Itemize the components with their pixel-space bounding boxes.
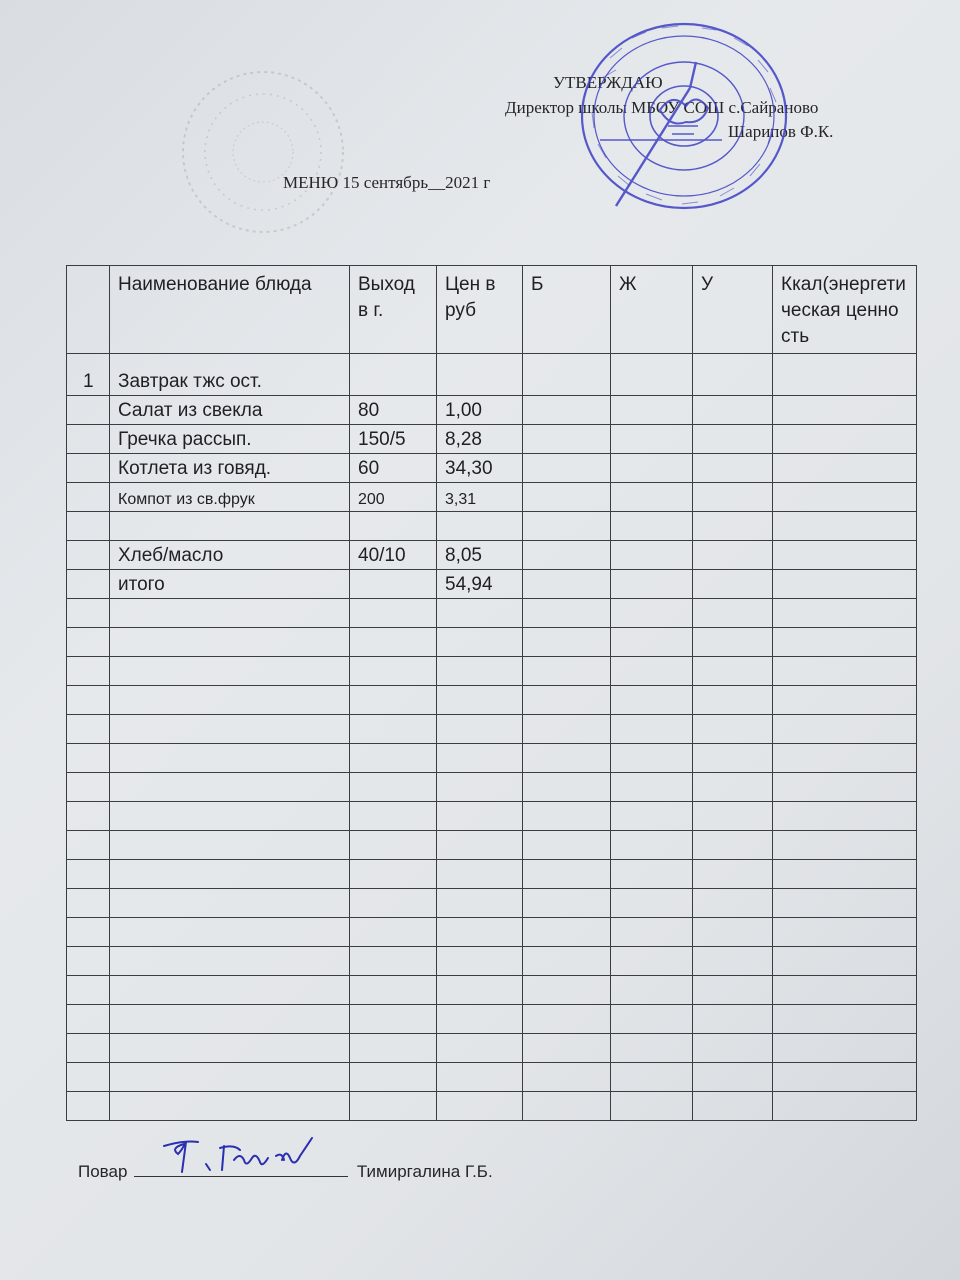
kcal-cell (773, 396, 917, 425)
empty-cell (693, 947, 773, 976)
empty-cell (693, 1092, 773, 1121)
header-number (67, 266, 110, 354)
empty-cell (110, 918, 350, 947)
empty-cell (773, 947, 917, 976)
menu-table-body (67, 354, 917, 1121)
protein-cell (523, 396, 611, 425)
header-yield: Выход в г. (350, 266, 437, 354)
empty-cell (67, 889, 110, 918)
dish-name-cell: Хлеб/масло (110, 541, 350, 570)
carbs-cell (693, 512, 773, 541)
empty-cell (773, 918, 917, 947)
empty-table-row (67, 1063, 917, 1092)
school-seal-stamp (572, 18, 792, 218)
empty-table-row (67, 860, 917, 889)
empty-cell (693, 744, 773, 773)
empty-cell (350, 1092, 437, 1121)
empty-cell (110, 628, 350, 657)
empty-cell (693, 686, 773, 715)
header-protein: Б (523, 266, 611, 354)
empty-cell (611, 947, 693, 976)
yield-cell (350, 512, 437, 541)
price-cell (437, 512, 523, 541)
empty-cell (350, 860, 437, 889)
empty-cell (773, 831, 917, 860)
header-price: Цен в руб (437, 266, 523, 354)
empty-cell (523, 976, 611, 1005)
empty-cell (67, 947, 110, 976)
empty-table-row (67, 1092, 917, 1121)
empty-cell (437, 773, 523, 802)
empty-cell (773, 1034, 917, 1063)
empty-cell (693, 918, 773, 947)
empty-table-row (67, 744, 917, 773)
yield-cell: 40/10 (350, 541, 437, 570)
protein-cell (523, 425, 611, 454)
price-cell: 8,05 (437, 541, 523, 570)
empty-cell (693, 657, 773, 686)
signature-field (134, 1160, 348, 1177)
empty-cell (693, 802, 773, 831)
empty-table-row (67, 628, 917, 657)
empty-cell (611, 628, 693, 657)
carbs-cell (693, 354, 773, 396)
empty-cell (611, 1034, 693, 1063)
empty-cell (611, 686, 693, 715)
empty-cell (523, 1034, 611, 1063)
empty-cell (773, 889, 917, 918)
empty-table-row (67, 1005, 917, 1034)
fat-cell (611, 541, 693, 570)
kcal-cell (773, 354, 917, 396)
empty-cell (773, 744, 917, 773)
approval-director-line: Директор школы МБОУ СОШ с.Сайраново (505, 98, 819, 117)
empty-cell (350, 686, 437, 715)
empty-table-row (67, 657, 917, 686)
kcal-cell (773, 454, 917, 483)
row-number-cell (67, 396, 110, 425)
approval-director-name: Шарипов Ф.К. (728, 122, 834, 141)
empty-cell (523, 831, 611, 860)
empty-cell (611, 889, 693, 918)
protein-cell (523, 512, 611, 541)
protein-cell (523, 354, 611, 396)
empty-cell (611, 599, 693, 628)
table-header-row (67, 266, 917, 354)
price-cell: 1,00 (437, 396, 523, 425)
empty-cell (611, 1005, 693, 1034)
empty-table-row (67, 686, 917, 715)
table-row (67, 354, 917, 396)
cook-name: Тимиргалина Г.Б. (356, 1162, 493, 1181)
row-number-cell (67, 570, 110, 599)
empty-cell (67, 657, 110, 686)
empty-cell (523, 657, 611, 686)
empty-table-row (67, 1034, 917, 1063)
approval-heading: УТВЕРЖДАЮ (553, 73, 663, 92)
empty-cell (611, 1092, 693, 1121)
empty-cell (693, 976, 773, 1005)
empty-cell (67, 715, 110, 744)
dish-name-cell: Салат из свекла (110, 396, 350, 425)
empty-cell (523, 860, 611, 889)
empty-cell (67, 1063, 110, 1092)
yield-cell: 200 (350, 483, 437, 512)
empty-cell (437, 860, 523, 889)
empty-table-row (67, 773, 917, 802)
empty-cell (773, 1092, 917, 1121)
empty-cell (693, 1063, 773, 1092)
empty-cell (437, 831, 523, 860)
empty-cell (523, 744, 611, 773)
dish-name-cell (110, 512, 350, 541)
carbs-cell (693, 570, 773, 599)
empty-cell (110, 1005, 350, 1034)
empty-cell (437, 657, 523, 686)
table-row (67, 512, 917, 541)
empty-cell (611, 1063, 693, 1092)
empty-cell (67, 599, 110, 628)
fat-cell (611, 425, 693, 454)
empty-cell (67, 918, 110, 947)
empty-cell (523, 1005, 611, 1034)
empty-cell (110, 686, 350, 715)
empty-cell (611, 860, 693, 889)
empty-cell (110, 1092, 350, 1121)
empty-cell (67, 686, 110, 715)
empty-cell (67, 860, 110, 889)
price-cell: 34,30 (437, 454, 523, 483)
kcal-cell (773, 512, 917, 541)
empty-cell (611, 773, 693, 802)
menu-table (66, 265, 917, 1121)
empty-cell (350, 715, 437, 744)
empty-cell (773, 686, 917, 715)
empty-table-row (67, 831, 917, 860)
empty-cell (437, 889, 523, 918)
empty-cell (110, 599, 350, 628)
protein-cell (523, 570, 611, 599)
footer-signature-line (78, 1160, 493, 1182)
empty-cell (110, 773, 350, 802)
fat-cell (611, 396, 693, 425)
empty-cell (773, 773, 917, 802)
empty-cell (693, 831, 773, 860)
header-carbs: У (693, 266, 773, 354)
yield-cell: 80 (350, 396, 437, 425)
empty-table-row (67, 947, 917, 976)
empty-cell (110, 976, 350, 1005)
empty-cell (773, 657, 917, 686)
empty-cell (437, 918, 523, 947)
empty-cell (350, 918, 437, 947)
empty-cell (773, 599, 917, 628)
carbs-cell (693, 454, 773, 483)
empty-cell (693, 773, 773, 802)
empty-cell (693, 1005, 773, 1034)
empty-table-row (67, 889, 917, 918)
empty-cell (110, 657, 350, 686)
fat-cell (611, 483, 693, 512)
empty-cell (110, 860, 350, 889)
faded-stamp-mark (168, 62, 358, 242)
yield-cell (350, 570, 437, 599)
empty-cell (350, 802, 437, 831)
empty-cell (773, 1005, 917, 1034)
kcal-cell (773, 483, 917, 512)
empty-cell (611, 918, 693, 947)
empty-cell (523, 628, 611, 657)
empty-cell (110, 1034, 350, 1063)
row-number-cell (67, 541, 110, 570)
carbs-cell (693, 396, 773, 425)
fat-cell (611, 512, 693, 541)
empty-cell (350, 1034, 437, 1063)
table-row (67, 541, 917, 570)
yield-cell (350, 354, 437, 396)
empty-cell (773, 802, 917, 831)
empty-cell (437, 976, 523, 1005)
header-fat: Ж (611, 266, 693, 354)
empty-cell (693, 599, 773, 628)
empty-cell (773, 628, 917, 657)
empty-cell (693, 715, 773, 744)
yield-cell: 150/5 (350, 425, 437, 454)
fat-cell (611, 570, 693, 599)
row-number-cell (67, 483, 110, 512)
table-row (67, 425, 917, 454)
empty-cell (110, 947, 350, 976)
empty-cell (67, 1005, 110, 1034)
empty-cell (437, 686, 523, 715)
empty-table-row (67, 715, 917, 744)
protein-cell (523, 483, 611, 512)
kcal-cell (773, 425, 917, 454)
empty-cell (67, 744, 110, 773)
cook-label: Повар (78, 1162, 128, 1181)
empty-cell (437, 947, 523, 976)
protein-cell (523, 541, 611, 570)
empty-cell (773, 860, 917, 889)
empty-cell (350, 599, 437, 628)
empty-cell (110, 744, 350, 773)
kcal-cell (773, 570, 917, 599)
empty-cell (523, 1092, 611, 1121)
empty-cell (437, 1034, 523, 1063)
empty-cell (350, 773, 437, 802)
empty-cell (611, 976, 693, 1005)
empty-cell (67, 802, 110, 831)
empty-cell (350, 628, 437, 657)
dish-name-cell: Компот из св.фрук (110, 483, 350, 512)
empty-cell (437, 744, 523, 773)
empty-cell (611, 657, 693, 686)
empty-cell (67, 1034, 110, 1063)
empty-cell (110, 1063, 350, 1092)
row-number-cell (67, 425, 110, 454)
price-cell: 54,94 (437, 570, 523, 599)
empty-cell (437, 1005, 523, 1034)
row-number-cell: 1 (67, 354, 110, 396)
empty-cell (437, 1063, 523, 1092)
empty-cell (523, 773, 611, 802)
kcal-cell (773, 541, 917, 570)
row-number-cell (67, 454, 110, 483)
empty-cell (350, 831, 437, 860)
empty-table-row (67, 599, 917, 628)
empty-table-row (67, 802, 917, 831)
empty-cell (437, 802, 523, 831)
empty-cell (350, 976, 437, 1005)
price-cell (437, 354, 523, 396)
empty-cell (67, 628, 110, 657)
empty-cell (773, 715, 917, 744)
empty-cell (523, 1063, 611, 1092)
empty-cell (350, 1063, 437, 1092)
empty-cell (350, 947, 437, 976)
empty-cell (350, 744, 437, 773)
empty-cell (67, 773, 110, 802)
empty-cell (523, 802, 611, 831)
header-dish-name: Наименование блюда (110, 266, 350, 354)
empty-cell (693, 628, 773, 657)
empty-cell (611, 802, 693, 831)
empty-cell (437, 1092, 523, 1121)
empty-cell (67, 976, 110, 1005)
empty-cell (773, 1063, 917, 1092)
empty-cell (523, 599, 611, 628)
carbs-cell (693, 541, 773, 570)
menu-title: МЕНЮ 15 сентябрь__2021 г (283, 173, 491, 192)
table-row (67, 454, 917, 483)
empty-cell (523, 889, 611, 918)
dish-name-cell: Котлета из говяд. (110, 454, 350, 483)
empty-cell (693, 1034, 773, 1063)
empty-table-row (67, 918, 917, 947)
fat-cell (611, 454, 693, 483)
empty-cell (437, 599, 523, 628)
empty-cell (437, 715, 523, 744)
empty-cell (773, 976, 917, 1005)
dish-name-cell: Завтрак тжс ост. (110, 354, 350, 396)
empty-cell (350, 1005, 437, 1034)
empty-cell (611, 715, 693, 744)
row-number-cell (67, 512, 110, 541)
fat-cell (611, 354, 693, 396)
empty-cell (350, 657, 437, 686)
empty-cell (110, 715, 350, 744)
empty-table-row (67, 976, 917, 1005)
empty-cell (611, 744, 693, 773)
empty-cell (110, 889, 350, 918)
empty-cell (110, 831, 350, 860)
table-row (67, 483, 917, 512)
header-kcal: Ккал(энергетическая ценность (773, 266, 917, 354)
yield-cell: 60 (350, 454, 437, 483)
table-row (67, 396, 917, 425)
empty-cell (693, 860, 773, 889)
price-cell: 3,31 (437, 483, 523, 512)
empty-cell (437, 628, 523, 657)
empty-cell (523, 947, 611, 976)
empty-cell (611, 831, 693, 860)
empty-cell (67, 1092, 110, 1121)
price-cell: 8,28 (437, 425, 523, 454)
empty-cell (523, 918, 611, 947)
empty-cell (67, 831, 110, 860)
empty-cell (523, 686, 611, 715)
protein-cell (523, 454, 611, 483)
cook-signature (154, 1134, 344, 1178)
carbs-cell (693, 483, 773, 512)
dish-name-cell: итого (110, 570, 350, 599)
carbs-cell (693, 425, 773, 454)
table-row (67, 570, 917, 599)
empty-cell (523, 715, 611, 744)
dish-name-cell: Гречка рассып. (110, 425, 350, 454)
empty-cell (693, 889, 773, 918)
empty-cell (110, 802, 350, 831)
empty-cell (350, 889, 437, 918)
